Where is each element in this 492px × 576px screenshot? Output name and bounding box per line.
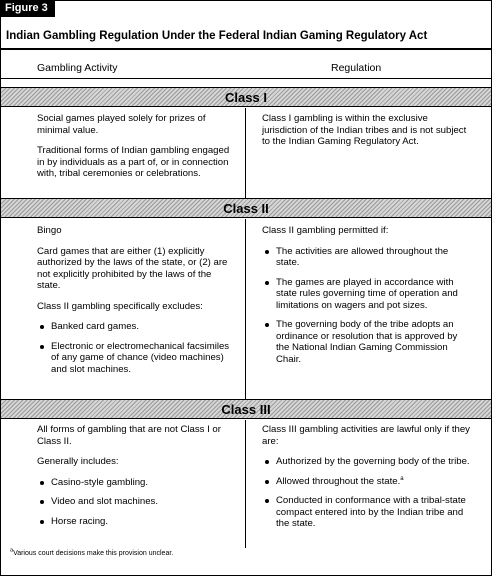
activity-text: Class II gambling specifically excludes:: [37, 300, 203, 312]
footnote: [10, 547, 174, 557]
list-item: Electronic or electromechanical facsimiles of any game of chance (video machines) and slot machines.: [37, 341, 237, 376]
list-item: [262, 476, 472, 488]
list-item: The activities are allowed throughout the state.: [262, 246, 472, 269]
footnote-marker: a: [400, 475, 404, 482]
list-item: Banked card games.: [37, 321, 237, 333]
list-item: Authorized by the governing body of the tribe.: [262, 456, 472, 468]
column-header-activity: Gambling Activity: [37, 62, 118, 74]
class-1-activity: [37, 113, 237, 189]
activity-text: Bingo: [37, 225, 62, 236]
class-2-regulation: [262, 225, 472, 373]
column-divider: [245, 219, 246, 399]
class-3-activity: [37, 424, 237, 535]
class-heading: Class III: [221, 402, 271, 417]
footnote-text: Various court decisions make this provision unclear.: [13, 550, 174, 557]
class-1-regulation: [262, 113, 472, 157]
class-heading: Class I: [225, 90, 267, 105]
class-band: [1, 399, 491, 419]
footnote-marker: a: [10, 547, 14, 554]
activity-text: All forms of gambling that are not Class I or Class II.: [37, 424, 221, 447]
column-divider: [245, 420, 246, 548]
list-item: Casino-style gambling.: [37, 477, 237, 489]
class-2-activity: [37, 225, 237, 383]
regulation-text: Class II gambling permitted if:: [262, 225, 389, 236]
regulation-text: Class I gambling is within the exclusive jurisdiction of the Indian tribes and is not subject to the Indian Gaming Regulatory Act.: [262, 113, 467, 147]
regulation-text: Class III gambling activities are lawful only if they are:: [262, 424, 470, 447]
class-3-regulation: [262, 424, 472, 538]
activity-text: Traditional forms of Indian gambling engaged in by individuals as a part of, or in connection with, tribal ceremonies or celebrations.: [37, 145, 230, 179]
list-item: The games are played in accordance with state rules governing time of operation and limitations on wagers and pot sizes.: [262, 277, 472, 312]
activity-text: Generally includes:: [37, 456, 119, 467]
exclusion-list: [37, 321, 237, 375]
column-header-regulation: Regulation: [331, 62, 382, 74]
header-rule: [0, 78, 492, 79]
figure-label: Figure 3: [0, 0, 55, 17]
figure-title: Indian Gambling Regulation Under the Federal Indian Gaming Regulatory Act: [6, 30, 428, 42]
condition-list: [262, 456, 472, 530]
includes-list: [37, 477, 237, 528]
activity-text: Card games that are either (1) explicitly authorized by the laws of the state, or (2) are not explicitly prohibited by the laws of the state.: [37, 245, 228, 291]
column-divider: [245, 108, 246, 198]
title-rule: [0, 48, 492, 50]
condition-list: [262, 246, 472, 366]
class-band: [1, 87, 491, 107]
class-band: [1, 198, 491, 218]
list-item: The governing body of the tribe adopts an ordinance or resolution that is approved by the National Indian Gaming Commission Chair.: [262, 319, 472, 365]
list-item: Video and slot machines.: [37, 496, 237, 508]
class-heading: Class II: [223, 201, 269, 216]
list-item: Horse racing.: [37, 516, 237, 528]
list-item: Conducted in conformance with a tribal-state compact entered into by the Indian tribe and the state.: [262, 495, 472, 530]
activity-text: Social games played solely for prizes of minimal value.: [37, 113, 206, 136]
list-item-text: Allowed throughout the state.: [276, 475, 401, 487]
